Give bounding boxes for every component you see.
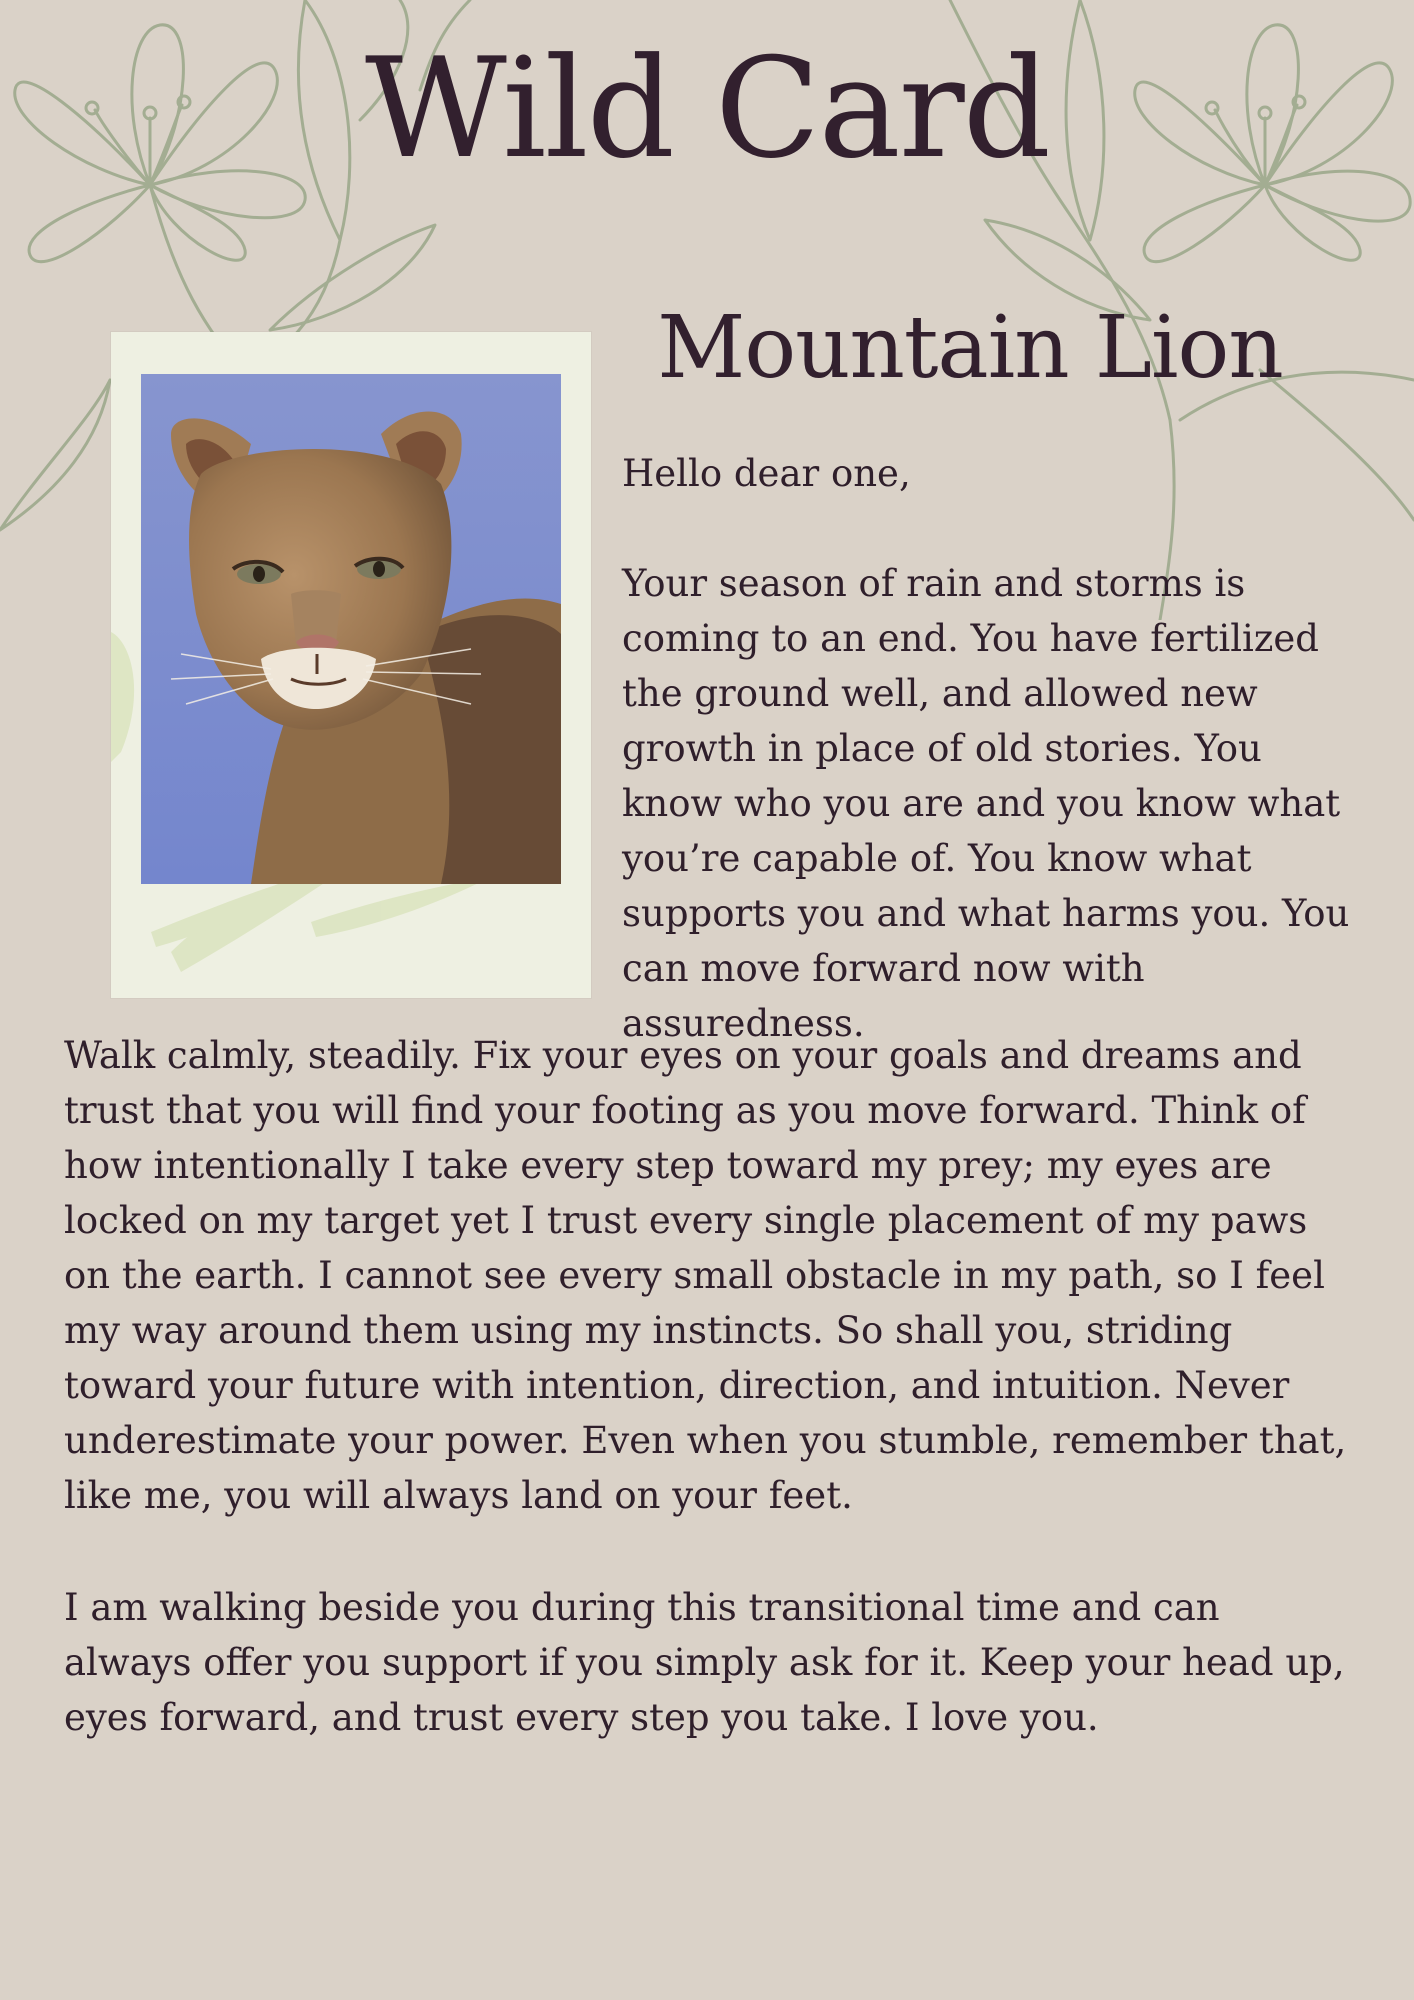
card-title: Wild Card (364, 28, 1050, 189)
photo-frame (111, 332, 591, 998)
message-greeting: Hello dear one, (622, 452, 911, 495)
message-paragraph-2: Walk calmly, steadily. Fix your eyes on your goals and dreams and trust that you will find your footing as you move forward. Think of how intentionally I take every step toward my prey; my eyes are locked on my target yet I trust every single placement of my paws on the earth. I cannot see every small obstacle in my path, so I feel my way around them using my instincts. So shall you, striding toward your future with intention, direction, and intuition. Never underestimate your power. Even when you stumble, remember that, like me, you will always land on your feet. (64, 1034, 1347, 1517)
animal-name: Mountain Lion (657, 298, 1283, 398)
message-paragraph-1: Your season of rain and storms is coming to an end. You have fertilized the ground well, and allowed new growth in place of old stories. You know who you are and you know what you’re capable of. You know what supports you and what harms you. You can move forward now with assuredness. (622, 562, 1350, 1045)
message-paragraph-3: I am walking beside you during this transitional time and can always offer you support if you simply ask for it. Keep your head up, eyes forward, and trust every step you take. I love you. (64, 1586, 1345, 1739)
mountain-lion-photo (141, 374, 561, 884)
